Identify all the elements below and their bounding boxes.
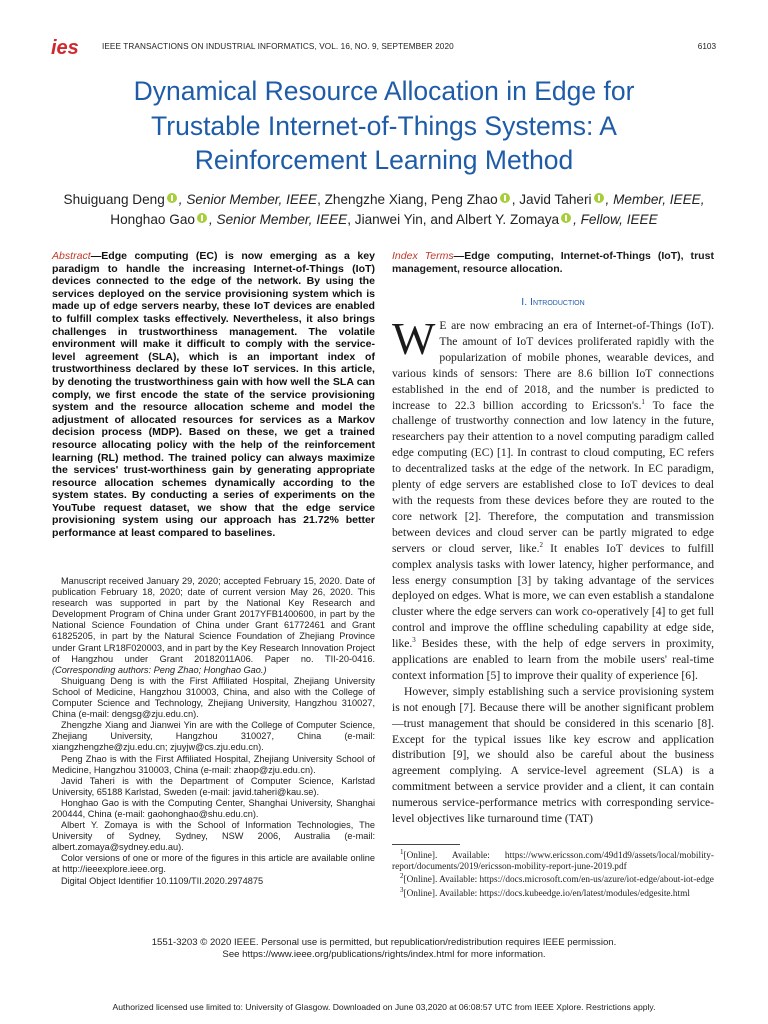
intro-p1b-text: To face the challenge of trustworthy connection and low latency in the future, researchers pay their attention to a novel computing paradigm called edge computing (EC) [1]. In contrast to cloud computing, EC refers to decentralized tasks at the edge of the network. In EC paradigm, plenty of edge servers are established close to IoT devices to deal with the requests from these devices before they are routed to the core network [2]. Therefore, the computation and transmission between devices and cloud server can be partly migrated to edge servers or cloud server, like. (392, 398, 714, 555)
title-line-3: Reinforcement Learning Method (194, 145, 574, 175)
index-terms-lead: Index Terms (392, 250, 454, 262)
affiliation-xiang: Zhengzhe Xiang and Jianwei Yin are with the College of Computer Science, Zhejiang University, Hangzhou 310027, China (e-mail: xiangzhengzhe@zju.edu.cn; zjuyjw@cs.zju.edu.cn). (52, 720, 375, 753)
intro-p1d-text: Besides these, with the help of edge servers in proximity, applications are enabled to learn from the mobile users' real-time context information [5] to improve their quality of experience [6]. (392, 637, 714, 682)
corresponding-authors: (Corresponding authors: Peng Zhao; Honghao Gao.) (52, 664, 267, 675)
author-gao: Honghao Gao (110, 212, 195, 227)
orcid-icon[interactable] (197, 213, 207, 223)
footnote-3-link[interactable]: [Online]. Available: https://docs.kubeedge.io/en/latest/modules/edgesite.html (403, 888, 690, 899)
index-terms (392, 250, 714, 275)
affiliation-zhao: Peng Zhao is with the First Affiliated Hospital, Zhejiang University School of Medicine, Hangzhou 310003, China (e-mail: zhaop@zju.edu.cn). (52, 753, 375, 775)
abstract (52, 250, 375, 540)
logo-text: ies (51, 37, 79, 58)
page-number: 6103 (697, 42, 716, 51)
author-list (40, 190, 728, 230)
journal-name: IEEE TRANSACTIONS ON INDUSTRIAL INFORMATICS, VOL. 16, NO. 9, SEPTEMBER 2020 (102, 42, 454, 51)
intro-p1c-text: It enables IoT devices to fulfill complex analysis tasks with lower latency, higher performance, and less energy consumption [3] by taking advantage of the services deployed on edges. What is more, we can even establish a standalone cluster where the edge servers can work co-operatively [4] to get full control and improve the offline scheduling capability at edge side, like. (392, 541, 714, 651)
footnote-ref[interactable]: 1 (641, 397, 645, 406)
footnote-1 (392, 847, 714, 873)
author-deng-role: , Senior Member, IEEE (178, 192, 318, 207)
footnote-number: 2 (400, 872, 404, 881)
page-header (50, 38, 716, 60)
footnote-2 (392, 872, 714, 886)
footnote-ref[interactable]: 2 (539, 540, 544, 549)
manuscript-info: Manuscript received January 29, 2020; accepted February 15, 2020. Date of publication February 18, 2020; date of current version May 26, 2020. This research was supported in part by the National Key Research and Development Program of China under Grant 2017YFB1400600, in part by the National Science Foundation of China under Grant 61772461 and Grant 61825205, in part by the Natural Science Foundation of Zhejiang Province under Grant LR18F020003, and in part by the Key Research Innovation Project of Hangzhou under Grant 20182011A06. Paper no. TII-20-0416. (52, 576, 375, 664)
section-heading (392, 296, 714, 308)
footnote-number: 3 (400, 885, 404, 894)
intro-paragraph-2: However, simply establishing such a service provisioning system is not enough [7]. Because there will be another significant problem—trust management that should be considered in this scenario [8]. Except for the typical issues like key escrow and application distribution [9], we should also be careful about the business agreement complying. A service-level agreement (SLA) is a commitment between a service provider and a client, it can contain numerous service-performance metrics with corresponding service-level objectives like turnaround time (TAT) (392, 684, 714, 826)
orcid-icon[interactable] (594, 193, 604, 203)
author-yin-zomaya: , Jianwei Yin, and Albert Y. Zomaya (347, 212, 560, 227)
paper-title (40, 74, 728, 178)
color-versions-note: Color versions of one or more of the figures in this article are available online at http://ieeexplore.ieee.org. (52, 853, 375, 875)
index-terms-text: —Edge computing, Internet-of-Things (IoT), trust management, resource allocation. (392, 250, 714, 275)
author-zomaya-role: , Fellow, IEEE (573, 212, 658, 227)
abstract-text: —Edge computing (EC) is now emerging as a key paradigm to handle the increasing Internet-of-Things (IoT) devices connected to the edge of the network. By using the services deployed on the service provisioning system which is made up of edge servers nearby, these IoT devices are enabled to fulfill complex tasks effectively. Nevertheless, it also brings challenges in trustworthiness management. The volatile environment will make it difficult to comply with the service-level agreement (SLA), which is an important index of trustworthiness declared by these IoT services. In this article, by denoting the trustworthiness gain with how well the SLA can comply, we first encode the state of the service provisioning system and the resource allocation scheme and model the adjustment of allocated resources for services as a Markov decision process (MDP). Based on these, we get a trained resource allocating policy with the help of the reinforcement learning (RL) method. The trained policy can always maximize the services' trust-worthiness gain by generating appropriate resource allocation schemes dynamically according to the system states. By conducting a series of experiments on the YouTube request dataset, we show that the edge service provisioning system using our approach has 21.72% better performance at least compared to baselines. (52, 250, 375, 540)
doi: Digital Object Identifier 10.1109/TII.2020.2974875 (61, 875, 264, 886)
intro-p1-text: E are now embracing an era of Internet-of-Things (IoT). The amount of IoT devices proliferated rapidly with the popularization of mobile phones, wearable devices, and various kinds of sensors: There are 8.6 billion IoT connections established in the end of 2018, and the number is predicted to increase to 22.3 billion according to Ericsson's. (392, 319, 714, 412)
copyright-line-1: 1551-3203 © 2020 IEEE. Personal use is permitted, but republication/redistribution requires IEEE permission. (151, 937, 617, 948)
affiliation-taheri: Javid Taheri is with the Department of Computer Science, Karlstad University, 65188 Karlstad, Sweden (e-mail: javid.taheri@kau.se). (52, 775, 375, 797)
drop-cap: W (392, 313, 436, 364)
title-line-1: Dynamical Resource Allocation in Edge for (133, 76, 635, 106)
manuscript-footnotes (52, 576, 375, 887)
introduction-body (392, 313, 714, 827)
copyright-notice (60, 937, 708, 961)
abstract-lead: Abstract (52, 250, 91, 262)
ies-logo (50, 36, 90, 58)
url-footnotes (392, 847, 714, 902)
orcid-icon[interactable] (500, 193, 510, 203)
footnote-1-link[interactable]: [Online]. Available: https://www.ericsson.com/49d1d9/assets/local/mobility-report/documents/2019/ericsson-mobility-report-june-2019.pdf (392, 851, 714, 873)
affiliation-gao: Honghao Gao is with the Computing Center, Shanghai University, Shanghai 200444, China (e-mail: gaohonghao@shu.edu.cn). (52, 797, 375, 819)
author-taheri: , Javid Taheri (511, 192, 592, 207)
author-xiang-zhao: , Zhengzhe Xiang, Peng Zhao (317, 192, 498, 207)
orcid-icon[interactable] (167, 193, 177, 203)
affiliation-zomaya: Albert Y. Zomaya is with the School of Information Technologies, The University of Sydney, Sydney, NSW 2006, Australia (e-mail: albert.zomaya@sydney.edu.au). (52, 820, 375, 853)
orcid-icon[interactable] (561, 213, 571, 223)
footnote-3 (392, 885, 714, 900)
copyright-line-2: See https://www.ieee.org/publications/rights/index.html for more information. (222, 949, 546, 960)
author-deng: Shuiguang Deng (63, 192, 165, 207)
footnote-2-link[interactable]: [Online]. Available: https://docs.microsoft.com/en-us/azure/iot-edge/about-iot-edge (403, 875, 714, 886)
affiliation-deng: Shuiguang Deng is with the First Affiliated Hospital, Zhejiang University School of Medicine, Hangzhou 310003, China, and also with the College of Computer Science and Technology, Zhejiang University, Hangzhou 310027, China (e-mail: dengsg@zju.edu.cn). (52, 675, 375, 720)
footnote-number: 1 (400, 847, 404, 856)
footnote-ref[interactable]: 3 (412, 636, 416, 645)
title-line-2: Trustable Internet-of-Things Systems: A (151, 110, 617, 141)
author-taheri-role: , Member, IEEE, (605, 192, 705, 207)
author-gao-role: , Senior Member, IEEE (208, 212, 348, 227)
intro-paragraph-1 (392, 313, 714, 684)
license-notice: Authorized licensed use limited to: University of Glasgow. Downloaded on June 03,2020 at 06:08:57 UTC from IEEE Xplore. Restrictions apply. (112, 1002, 656, 1012)
section-heading-text: I. Introduction (521, 296, 585, 308)
footnote-rule (392, 844, 460, 845)
